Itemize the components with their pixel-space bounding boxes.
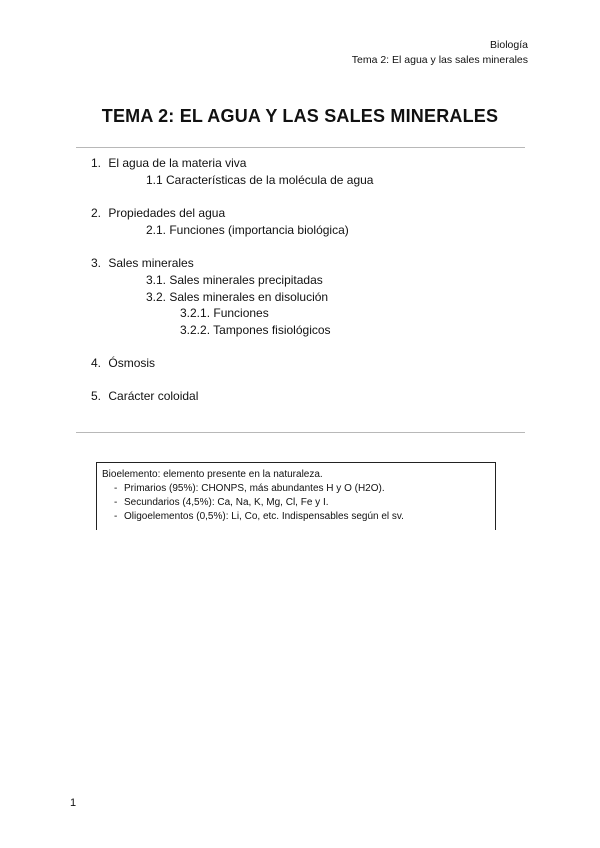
toc-subitem-3-2-2: 3.2.2. Tampones fisiológicos — [180, 323, 331, 337]
toc-item-5 — [91, 388, 198, 405]
toc-item-number: 4. — [91, 356, 102, 370]
page-number: 1 — [70, 797, 77, 809]
toc-item-2 — [91, 205, 225, 222]
list-dash: - — [114, 497, 118, 508]
page-header — [352, 38, 528, 68]
toc-item-label: Carácter coloidal — [108, 389, 199, 403]
top-divider — [76, 147, 525, 148]
bioelement-note-box — [96, 462, 496, 530]
note-item-secundarios — [102, 496, 495, 510]
toc-item-label: Propiedades del agua — [108, 206, 226, 220]
list-dash: - — [114, 511, 118, 522]
toc-item-3 — [91, 255, 194, 272]
note-item-text: Secundarios (4,5%): Ca, Na, K, Mg, Cl, Fe y I. — [124, 497, 329, 508]
note-item-text: Oligoelementos (0,5%): Li, Co, etc. Indispensables según el sv. — [124, 511, 404, 522]
toc-subitem-3-2: 3.2. Sales minerales en disolución — [146, 290, 329, 304]
toc-item-number: 5. — [91, 389, 102, 403]
list-dash: - — [114, 483, 118, 494]
toc-item-label: Ósmosis — [108, 356, 156, 370]
toc-item-4 — [91, 355, 155, 372]
note-heading: Bioelemento: elemento presente en la naturaleza. — [102, 469, 323, 480]
toc-item-number: 2. — [91, 206, 102, 220]
toc-item-label: Sales minerales — [108, 256, 194, 270]
bottom-divider — [76, 432, 525, 433]
note-item-primarios — [102, 482, 495, 496]
note-item-oligoelementos — [102, 510, 495, 524]
toc-item-1 — [91, 155, 246, 172]
header-topic: Tema 2: El agua y las sales minerales — [351, 54, 528, 66]
header-subject: Biología — [490, 39, 528, 51]
page-title: TEMA 2: EL AGUA Y LAS SALES MINERALES — [101, 106, 499, 126]
toc-item-label: El agua de la materia viva — [108, 156, 247, 170]
note-item-text: Primarios (95%): CHONPS, más abundantes H y O (H2O). — [124, 483, 385, 494]
toc-subitem-3-1: 3.1. Sales minerales precipitadas — [146, 273, 323, 287]
toc-item-number: 1. — [91, 156, 102, 170]
toc-subitem-1-1: 1.1 Características de la molécula de agua — [146, 173, 374, 187]
toc-subitem-2-1: 2.1. Funciones (importancia biológica) — [146, 223, 349, 237]
toc-item-number: 3. — [91, 256, 102, 270]
toc-subitem-3-2-1: 3.2.1. Funciones — [180, 306, 269, 320]
